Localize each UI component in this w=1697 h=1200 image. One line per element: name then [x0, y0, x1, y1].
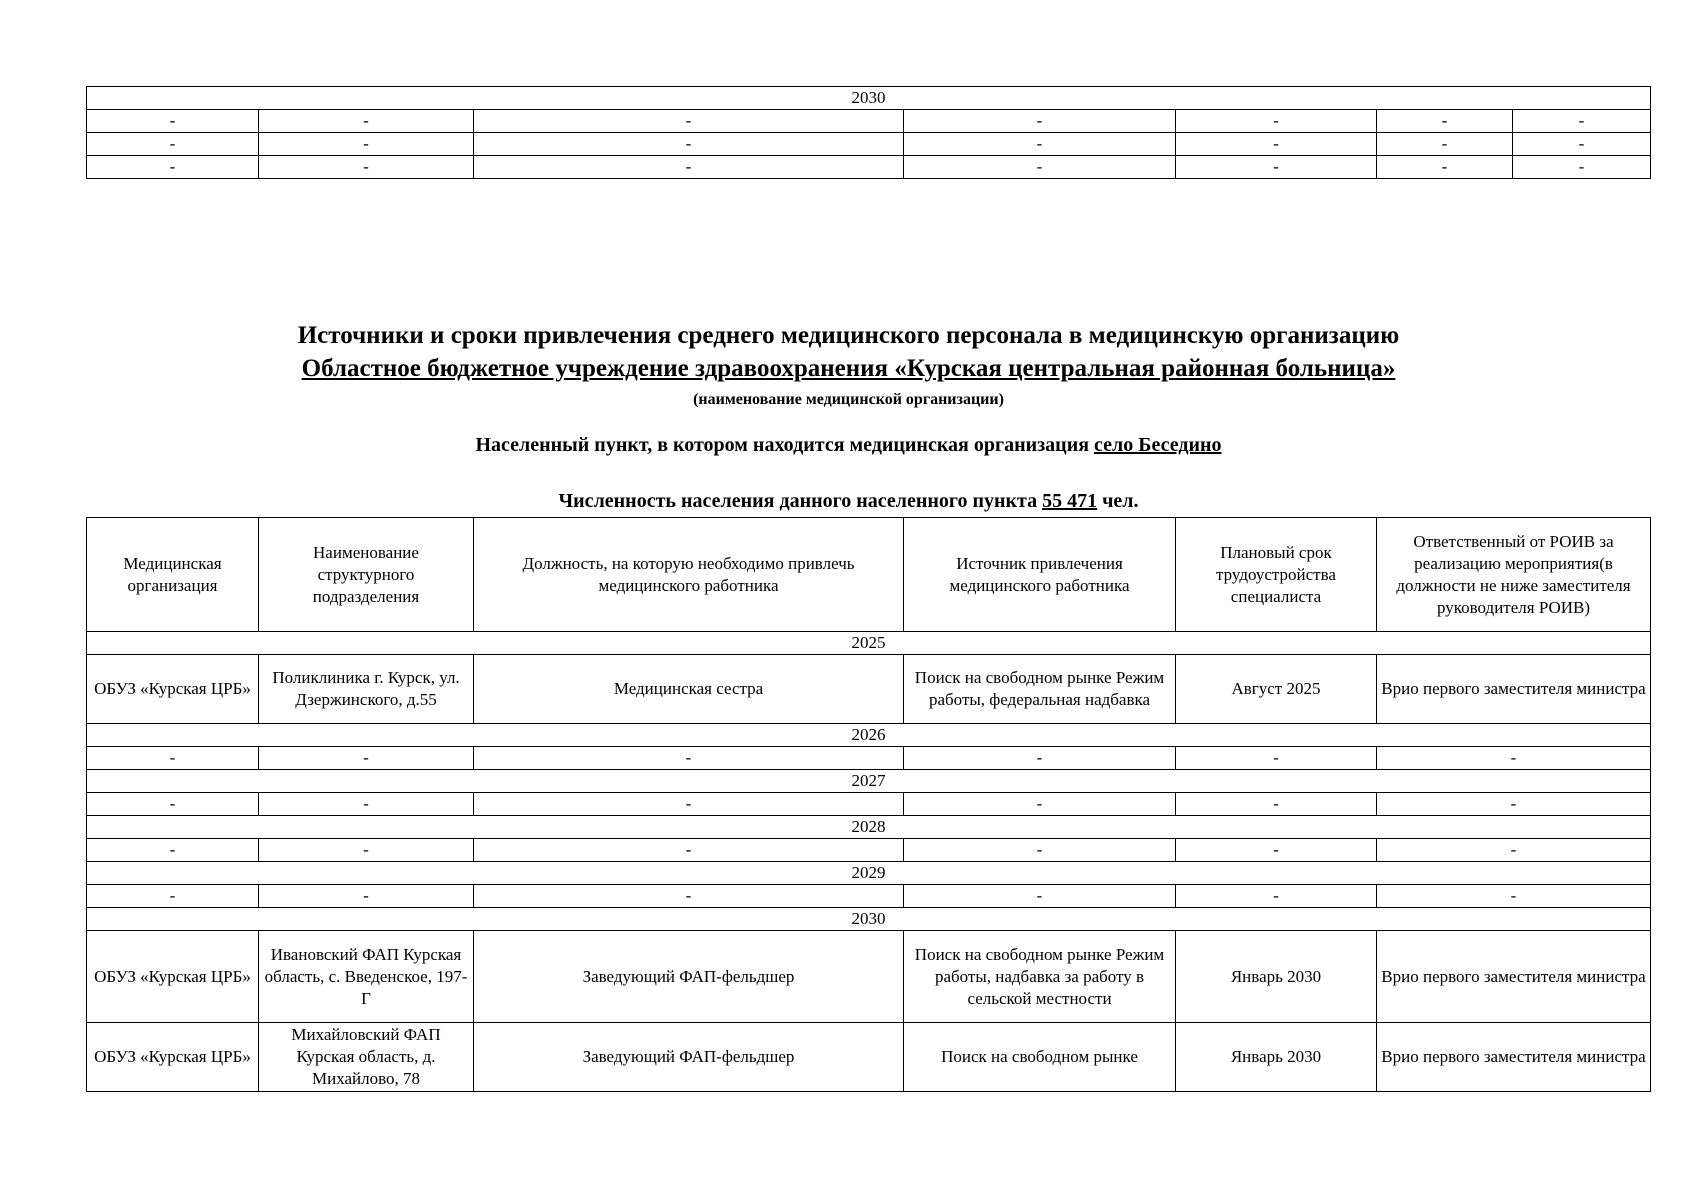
table-row	[87, 156, 1651, 179]
table-cell: Заведующий ФАП-фельдшер	[474, 931, 904, 1023]
table-cell: -	[474, 747, 904, 770]
table-cell: Михайловский ФАП Курская область, д. Михайлово, 78	[259, 1023, 474, 1092]
organization-caption: (наименование медицинской организации)	[693, 391, 1004, 408]
table-row	[87, 793, 1651, 816]
table-cell: -	[474, 793, 904, 816]
year-cell: 2028	[87, 816, 1651, 839]
year-row	[87, 724, 1651, 747]
table-cell: Врио первого заместителя министра	[1377, 1023, 1651, 1092]
table-cell: -	[87, 110, 259, 133]
table-cell: -	[904, 885, 1176, 908]
table-cell: ОБУЗ «Курская ЦРБ»	[87, 931, 259, 1023]
table-cell: -	[904, 110, 1176, 133]
table-cell: Поиск на свободном рынке	[904, 1023, 1176, 1092]
population-unit: чел.	[1102, 490, 1139, 512]
table-cell: -	[904, 747, 1176, 770]
population-label: Численность населения данного населенного пункта	[558, 490, 1038, 512]
column-header: Ответственный от РОИВ за реализацию мероприятия(в должности не ниже заместителя руководителя РОИВ)	[1377, 518, 1651, 632]
table-cell: -	[259, 156, 474, 179]
population-value: 55 471	[1042, 490, 1098, 512]
continuation-table	[86, 86, 1651, 179]
table-cell: -	[87, 885, 259, 908]
table-cell: -	[259, 133, 474, 156]
year-cell: 2026	[87, 724, 1651, 747]
header-row	[87, 518, 1651, 632]
year-cell: 2030	[87, 908, 1651, 931]
table-cell: -	[904, 793, 1176, 816]
year-row	[87, 770, 1651, 793]
table-cell: -	[904, 839, 1176, 862]
table-cell: Поиск на свободном рынке Режим работы, надбавка за работу в сельской местности	[904, 931, 1176, 1023]
table-cell: Поиск на свободном рынке Режим работы, федеральная надбавка	[904, 655, 1176, 724]
settlement-line	[0, 434, 1697, 457]
staffing-table	[86, 517, 1651, 1092]
column-header: Должность, на которую необходимо привлечь медицинского работника	[474, 518, 904, 632]
table-cell: Врио первого заместителя министра	[1377, 931, 1651, 1023]
table-cell: -	[1377, 839, 1651, 862]
table-cell: -	[474, 839, 904, 862]
year-row	[87, 908, 1651, 931]
organization-name: Областное бюджетное учреждение здравоохранения «Курская центральная районная больница»	[301, 355, 1396, 382]
table-cell: -	[1176, 747, 1377, 770]
table-cell: -	[904, 133, 1176, 156]
table-cell: -	[1176, 156, 1377, 179]
table-cell: -	[87, 156, 259, 179]
table-cell: -	[87, 133, 259, 156]
table-cell: -	[259, 747, 474, 770]
table-row	[87, 1023, 1651, 1092]
year-cell: 2030	[87, 87, 1651, 110]
table-cell: -	[259, 885, 474, 908]
table-cell: -	[474, 885, 904, 908]
table-cell: -	[1176, 793, 1377, 816]
table-cell: ОБУЗ «Курская ЦРБ»	[87, 1023, 259, 1092]
table-cell: -	[1377, 110, 1513, 133]
table-cell: -	[87, 747, 259, 770]
table-cell: -	[1176, 885, 1377, 908]
table-cell: -	[1176, 839, 1377, 862]
table-row	[87, 133, 1651, 156]
table-cell: Заведующий ФАП-фельдшер	[474, 1023, 904, 1092]
table-cell: -	[1513, 133, 1651, 156]
column-header: Плановый срок трудоустройства специалиста	[1176, 518, 1377, 632]
table-row	[87, 655, 1651, 724]
population-line	[0, 490, 1697, 513]
table-cell: -	[474, 110, 904, 133]
table-row	[87, 931, 1651, 1023]
year-cell: 2027	[87, 770, 1651, 793]
table-cell: -	[1377, 133, 1513, 156]
table-cell: -	[1513, 156, 1651, 179]
table-cell: -	[1377, 747, 1651, 770]
table-cell: -	[474, 156, 904, 179]
table-cell: -	[1377, 793, 1651, 816]
table-row	[87, 839, 1651, 862]
table-cell: -	[259, 839, 474, 862]
table-cell: -	[1513, 110, 1651, 133]
table-cell: -	[1176, 133, 1377, 156]
table-row	[87, 747, 1651, 770]
table-cell: -	[1176, 110, 1377, 133]
table-cell: Январь 2030	[1176, 1023, 1377, 1092]
table-cell: Медицинская сестра	[474, 655, 904, 724]
table-cell: Январь 2030	[1176, 931, 1377, 1023]
table-cell: -	[259, 793, 474, 816]
table-cell: Ивановский ФАП Курская область, с. Введенское, 197-Г	[259, 931, 474, 1023]
table-cell: Врио первого заместителя министра	[1377, 655, 1651, 724]
year-row	[87, 87, 1651, 110]
table-row	[87, 885, 1651, 908]
settlement-label: Населенный пункт, в котором находится медицинская организация	[475, 434, 1090, 456]
table-cell: -	[87, 793, 259, 816]
year-row	[87, 816, 1651, 839]
table-cell: -	[1377, 156, 1513, 179]
table-cell: Август 2025	[1176, 655, 1377, 724]
table-row	[87, 110, 1651, 133]
table-cell: -	[1377, 885, 1651, 908]
year-row	[87, 862, 1651, 885]
table-cell: ОБУЗ «Курская ЦРБ»	[87, 655, 259, 724]
table-cell: -	[474, 133, 904, 156]
year-row	[87, 632, 1651, 655]
table-cell: -	[87, 839, 259, 862]
year-cell: 2025	[87, 632, 1651, 655]
column-header: Медицинская организация	[87, 518, 259, 632]
document-title: Источники и сроки привлечения среднего медицинского персонала в медицинскую организацию	[297, 322, 1400, 349]
settlement-value: село Беседино	[1094, 434, 1222, 456]
year-cell: 2029	[87, 862, 1651, 885]
table-cell: Поликлиника г. Курск, ул. Дзержинского, д.55	[259, 655, 474, 724]
table-cell: -	[259, 110, 474, 133]
column-header: Источник привлечения медицинского работника	[904, 518, 1176, 632]
table-cell: -	[904, 156, 1176, 179]
column-header: Наименование структурного подразделения	[259, 518, 474, 632]
